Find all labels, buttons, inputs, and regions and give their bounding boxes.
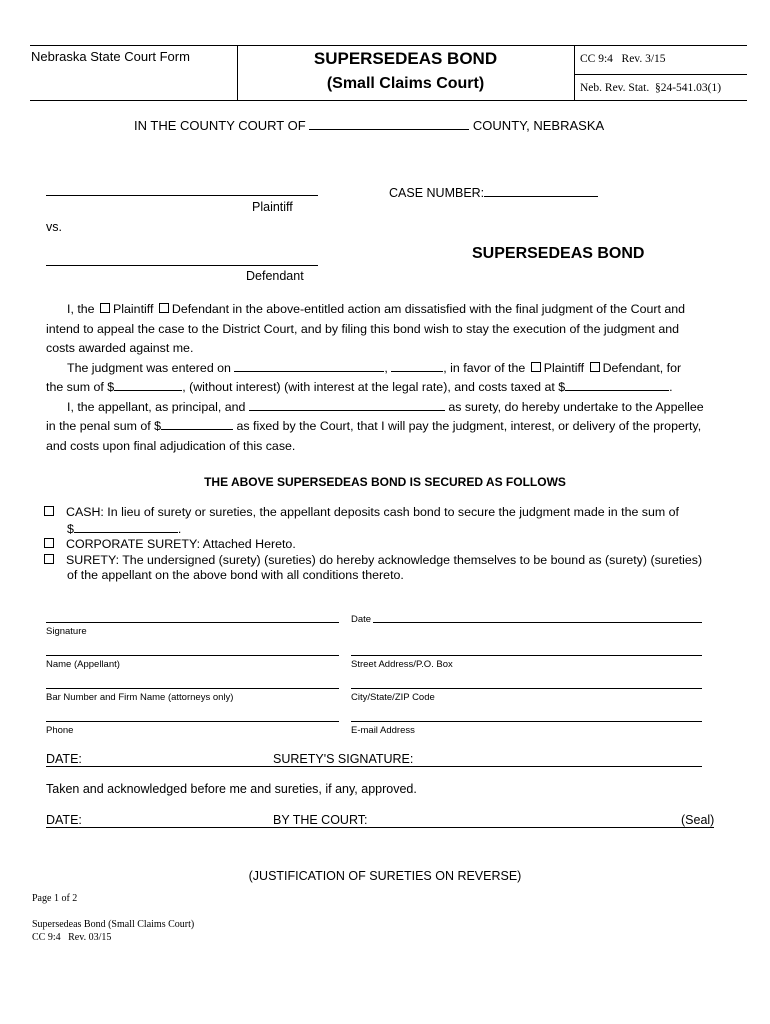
surety-option-cont: of the appellant on the above bond with all conditions thereto.	[67, 568, 404, 582]
plaintiff-line[interactable]	[46, 195, 318, 196]
header-bottom-rule	[30, 100, 747, 101]
cash-checkbox[interactable]	[44, 506, 54, 516]
court-date-label: DATE:	[46, 813, 82, 827]
surety-option: SURETY: The undersigned (surety) (sureties) do hereby acknowledge themselves to be bound as (surety) (sureties)	[44, 553, 744, 569]
phone-line[interactable]	[46, 721, 339, 722]
body-line-5: the sum of $ , (without interest) (with interest at the legal rate), and costs taxed at $ .	[46, 380, 673, 394]
email-label: E-mail Address	[351, 725, 415, 736]
surety-name-blank[interactable]	[249, 399, 445, 411]
bar-number-line[interactable]	[46, 688, 339, 689]
reverse-note: (JUSTIFICATION OF SURETIES ON REVERSE)	[248, 869, 522, 883]
footer-form-code: CC 9:4 Rev. 03/15	[32, 932, 112, 943]
favor-plaintiff-checkbox[interactable]	[531, 362, 541, 372]
body-line-2: intend to appeal the case to the District Court, and by filing this bond wish to stay the execution of the judgment and	[46, 321, 679, 336]
city-line[interactable]	[351, 688, 702, 689]
document-title: SUPERSEDEAS BOND	[472, 245, 645, 262]
vs-label: vs.	[46, 220, 62, 234]
date-line[interactable]	[373, 622, 702, 623]
plaintiff-label: Plaintiff	[252, 200, 293, 214]
name-label: Name (Appellant)	[46, 659, 120, 670]
street-line[interactable]	[351, 655, 702, 656]
body-line-8: and costs upon final adjudication of this case.	[46, 438, 296, 453]
defendant-label: Defendant	[246, 269, 304, 283]
cash-option: CASH: In lieu of surety or sureties, the appellant deposits cash bond to secure the judgment made in the sum of	[44, 505, 744, 521]
seal-label: (Seal)	[681, 813, 715, 827]
header-right-mid-rule	[574, 74, 747, 75]
county-blank[interactable]	[309, 118, 469, 130]
favor-defendant-checkbox[interactable]	[590, 362, 600, 372]
page-number: Page 1 of 2	[32, 893, 78, 904]
court-prefix: IN THE COUNTY COURT OF	[134, 118, 306, 133]
footer-form-name: Supersedeas Bond (Small Claims Court)	[32, 919, 195, 930]
statute-reference: Neb. Rev. Stat. §24-541.03(1)	[580, 82, 722, 94]
phone-label: Phone	[46, 725, 74, 736]
form-title: SUPERSEDEAS BOND	[313, 49, 498, 68]
cash-amount-line: $ .	[67, 521, 182, 536]
name-line[interactable]	[46, 655, 339, 656]
court-suffix: COUNTY, NEBRASKA	[472, 118, 605, 133]
body-line-7: in the penal sum of $ as fixed by the Court, that I will pay the judgment, interest, or delivery of the property,	[46, 419, 702, 433]
judgment-date-blank[interactable]	[234, 360, 384, 372]
court-line	[134, 118, 604, 133]
security-options	[44, 505, 744, 584]
signature-label: Signature	[46, 626, 87, 637]
header-top-rule	[30, 45, 747, 46]
approval-date-label: DATE:	[46, 752, 82, 766]
security-heading: THE ABOVE SUPERSEDEAS BOND IS SECURED AS FOLLOWS	[204, 475, 566, 489]
corporate-option: CORPORATE SURETY: Attached Hereto.	[44, 537, 744, 553]
corporate-surety-checkbox[interactable]	[44, 538, 54, 548]
city-label: City/State/ZIP Code	[351, 692, 435, 703]
bar-number-label: Bar Number and Firm Name (attorneys only)	[46, 692, 234, 703]
body-line-3: costs awarded against me.	[46, 341, 194, 355]
date-label: Date	[351, 614, 372, 625]
by-court-label: BY THE COURT:	[273, 813, 368, 827]
judgment-year-blank[interactable]	[391, 360, 443, 372]
costs-taxed-blank[interactable]	[565, 379, 669, 391]
form-code: CC 9:4 Rev. 3/15	[580, 53, 666, 65]
penal-sum-blank[interactable]	[161, 418, 233, 430]
plaintiff-checkbox[interactable]	[100, 303, 110, 313]
street-label: Street Address/P.O. Box	[351, 659, 453, 670]
signature-line[interactable]	[46, 622, 339, 623]
cash-amount-blank[interactable]	[74, 521, 178, 533]
header-divider-right	[574, 45, 575, 100]
case-number-blank[interactable]	[484, 185, 598, 197]
judgment-sum-blank[interactable]	[114, 379, 182, 391]
body-line-6: I, the appellant, as principal, and as surety, do hereby undertake to the Appellee	[67, 399, 704, 414]
body-line-1: I, the Plaintiff Defendant in the above-entitled action am dissatisfied with the final judgment of the Court and	[67, 302, 686, 316]
case-number-label: CASE NUMBER:	[389, 186, 485, 200]
court-signature-line[interactable]	[46, 827, 714, 828]
form-source: Nebraska State Court Form	[31, 49, 190, 64]
surety-signature-label: SURETY'S SIGNATURE:	[273, 752, 414, 766]
form-subtitle: (Small Claims Court)	[326, 75, 485, 92]
email-line[interactable]	[351, 721, 702, 722]
defendant-line[interactable]	[46, 265, 318, 266]
acknowledgment-text: Taken and acknowledged before me and sureties, if any, approved.	[46, 782, 417, 796]
surety-checkbox[interactable]	[44, 554, 54, 564]
bond-body	[46, 300, 736, 456]
approval-signature-line[interactable]	[46, 766, 702, 767]
defendant-checkbox[interactable]	[159, 303, 169, 313]
case-number	[389, 185, 598, 200]
body-line-4: The judgment was entered on , , in favor of the Plaintiff Defendant, for	[67, 360, 682, 375]
